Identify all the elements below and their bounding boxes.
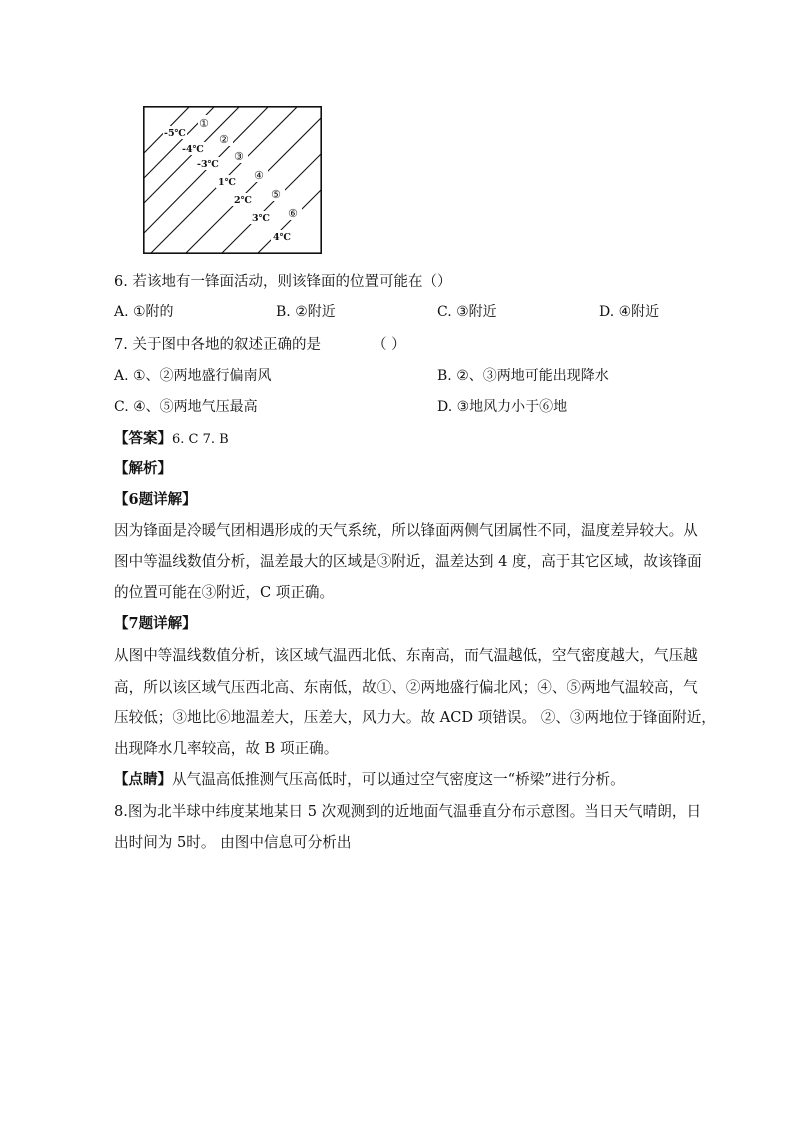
detail-7-label: 【7题详解】 — [114, 615, 197, 632]
isotherm-figure — [143, 106, 322, 254]
analysis-label: 【解析】 — [114, 460, 172, 477]
detail-7-line: 出现降水几率较高，故 B 项正确。 — [114, 740, 339, 757]
question-6-option-b: B. ②附近 — [276, 304, 336, 320]
answer-line — [114, 427, 229, 448]
question-7-answer-paren: （ ） — [372, 337, 406, 353]
isotherm-map — [143, 106, 322, 254]
tip-label: 【点睛】 — [114, 771, 172, 788]
detail-7-line: 压较低；③地比⑥地温差大，压差大，风力大。故 ACD 项错误。 ②、③两地位于锋面附近， — [114, 709, 716, 726]
isotherm-line — [185, 117, 322, 254]
place-label: ⑥ — [288, 207, 298, 220]
question-7-option-a: A. ①、②两地盛行偏南风 — [114, 368, 272, 384]
isotherm-label: 4℃ — [273, 232, 291, 243]
question-7-stem: 7. 关于图中各地的叙述正确的是 — [114, 337, 321, 353]
answer-label: 【答案】 — [114, 430, 172, 447]
question-7-option-b: B. ②、③两地可能出现降水 — [437, 368, 609, 384]
question-7-option-d: D. ③地风力小于⑥地 — [437, 399, 568, 415]
place-label: ③ — [234, 150, 244, 163]
place-label: ⑤ — [271, 188, 281, 201]
question-6-stem: 6. 若该地有一锋面活动，则该锋面的位置可能在（） — [114, 274, 452, 290]
question-7-option-c: C. ④、⑤两地气压最高 — [114, 399, 258, 415]
isotherm-label: -3℃ — [197, 159, 219, 170]
place-label: ② — [219, 133, 229, 146]
question-6-option-c: C. ③附近 — [437, 304, 497, 320]
question-6-option-d: D. ④附近 — [599, 304, 660, 320]
detail-6-label: 【6题详解】 — [114, 491, 197, 508]
question-8-line: 出时间为 5时。 由图中信息可分析出 — [114, 834, 352, 851]
tip-line — [114, 768, 625, 789]
isotherm-label: -5℃ — [164, 128, 186, 139]
detail-7-line: 从图中等温线数值分析，该区域气温西北低、东南高，而气温越低，空气密度越大，气压越 — [114, 647, 698, 664]
detail-7-line: 高，所以该区域气压西北高、东南低，故①、②两地盛行偏北风；④、⑤两地气温较高，气 — [114, 679, 698, 696]
isotherm-label: -4℃ — [182, 144, 204, 155]
isotherm-label: 3℃ — [252, 213, 270, 224]
answer-text: 6. C 7. B — [172, 432, 229, 447]
detail-6-line: 图中等温线数值分析，温差最大的区域是③附近，温差达到 4 度，高于其它区域，故该锋面 — [114, 553, 702, 570]
place-label: ① — [199, 117, 209, 130]
tip-text: 从气温高低推测气压高低时，可以通过空气密度这一“桥梁”进行分析。 — [172, 771, 625, 788]
detail-6-line: 因为锋面是冷暖气团相遇形成的天气系统，所以锋面两侧气团属性不同，温度差异较大。从 — [114, 522, 698, 539]
isotherm-label: 2℃ — [234, 195, 252, 206]
isotherm-label: 1℃ — [218, 177, 236, 188]
question-8-line: 8.图为北半球中纬度某地某日 5 次观测到的近地面气温垂直分布示意图。当日天气晴朗，日 — [114, 803, 702, 820]
place-label: ④ — [254, 169, 264, 182]
detail-6-line: 的位置可能在③附近，C 项正确。 — [114, 584, 335, 601]
question-6-option-a: A. ①附的 — [114, 304, 174, 320]
